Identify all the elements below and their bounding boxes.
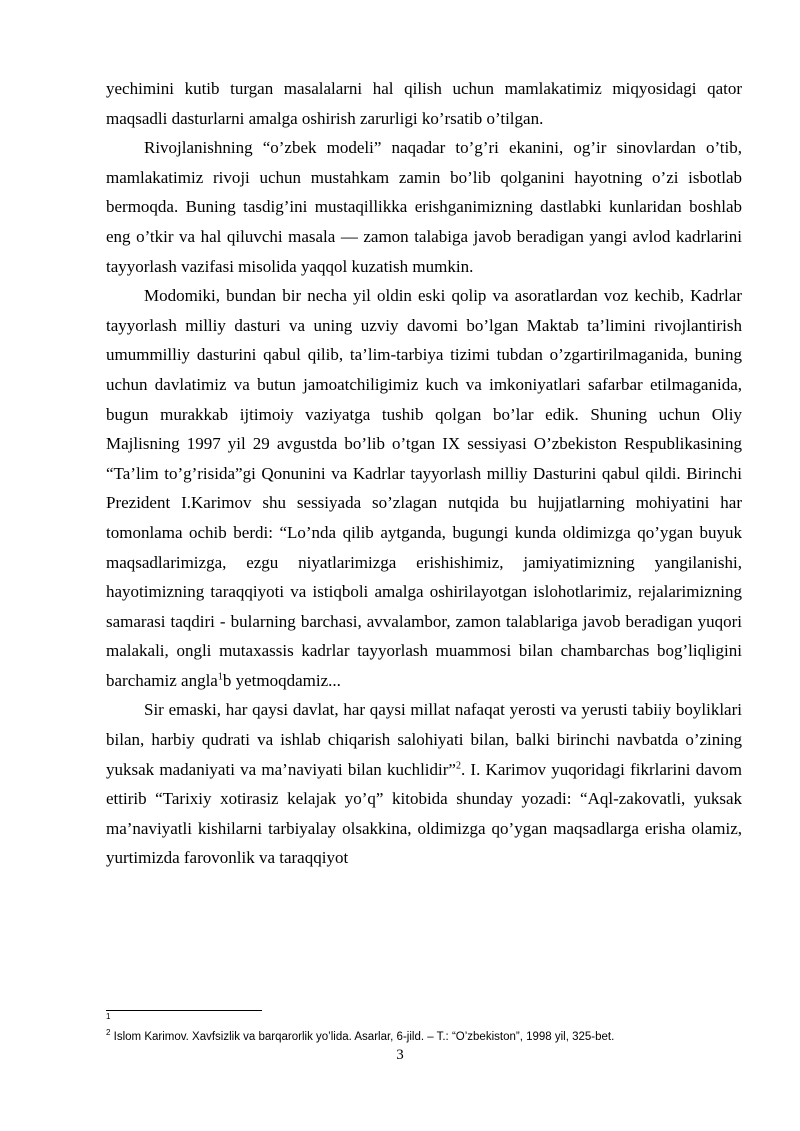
paragraph-text: Sir emaski, har qaysi davlat, har qaysi millat nafaqat yerosti va yerusti tabiiy boyliklari bilan, harbiy qudrati va ishlab chiqarish salohiyati bilan, balki birinchi navbatda o’zining yuksak madaniyati va ma’naviyati bilan kuchlidir”: [106, 700, 742, 779]
paragraph-text: Rivojlanishning “o’zbek modeli” naqadar to’g’ri ekanini, og’ir sinovlardan o’tib, mamlakatimiz rivoji uchun mustahkam zamin bo’lib qolganini hayotning o’zi isbotlab bermoqda. Buning tasdig’ini mustaqillikka erishganimizning dastlabki kunlaridan boshlab eng o’tkir va hal qiluvchi masala — zamon talabiga javob beradigan yangi avlod kadrlarini tayyorlash vazifasi misolida yaqqol kuzatish mumkin.: [106, 138, 742, 276]
footnote-text: Islom Karimov. Xavfsizlik va barqarorlik yo’lida. Asarlar, 6-jild. – T.: “O’zbekiston”, 1998 yil, 325-bet.: [110, 1031, 615, 1043]
paragraph-text: Modomiki, bundan bir necha yil oldin eski qolip va asoratlardan voz kechib, Kadrlar tayyorlash milliy dasturi va uning uzviy davomi bo’lgan Maktab ta’limini rivojlantirish umummilliy dasturini qabul qilib, ta’lim-tarbiya tizimi tubdan o’zgartirilmaganida, buning uchun davlatimiz va butun jamoatchiligimiz kuch va imkoniyatlari safarbar etilmaganida, bugun murakkab ijtimoiy vaziyatga tushib qolgan bo’lar edik. Shuning uchun Oliy Majlisning 1997 yil 29 avgustda bo’lib o’tgan IX sessiyasi O’zbekiston Respublikasining “Ta’lim to’g’risida”gi Qonunini va Kadrlar tayyorlash milliy Dasturini qabul qildi. Birinchi Prezident I.Karimov shu sessiyada so’zlagan nutqida bu hujjatlarning mohiyatini har tomonlama ochib berdi: “Lo’nda qilib aytganda, bugungi kunda oldimizga qo’ygan buyuk maqsadlarimizga, ezgu niyatlarimizga erishishimiz, jamiyatimizning yangilanishi, hayotimizning taraqqiyoti va istiqboli amalga oshirilayotgan islohotlarimiz, rejalarimizning samarasi taqdiri - bularning barchasi, avvalambor, zamon talablariga javob beradigan yuqori malakali, ongli mutaxassis kadrlar tayyorlash muammosi bilan chambarchas bog’liqligini barchamiz angla: [106, 286, 742, 690]
footnote: [106, 1013, 742, 1029]
footnote: [106, 1029, 742, 1045]
paragraph: [106, 281, 742, 695]
paragraph-text: yechimini kutib turgan masalalarni hal qilish uchun mamlakatimiz miqyosidagi qator maqsadli dasturlarni amalga oshirish zarurligi ko’rsatib o’tilgan.: [106, 79, 742, 128]
paragraph-text: . I. Karimov yuqoridagi fikrlarini davom ettirib “Tarixiy xotirasiz kelajak yo’q” kitobida shunday yozadi: “Aql-zakovatli, yuksak ma’naviyatli kishilarni tarbiyalay olsakkina, oldimizga qo’ygan maqsadlarga erisha olamiz, yurtimizda farovonlik va taraqqiyot: [106, 759, 742, 868]
footnote-reference: 2: [455, 760, 461, 771]
footnotes: [106, 1013, 742, 1045]
page-number: 3: [396, 1047, 404, 1063]
paragraph: [106, 695, 742, 873]
paragraph-text: b yetmoqdamiz...: [222, 670, 341, 690]
footnote-reference: 1: [217, 671, 223, 683]
footnote-mark: 1: [106, 1012, 111, 1022]
paragraph: [106, 133, 742, 281]
body-text: [106, 74, 742, 873]
paragraph: [106, 74, 742, 133]
footnote-mark: 2: [106, 1028, 111, 1038]
footnote-separator: [106, 1010, 262, 1011]
